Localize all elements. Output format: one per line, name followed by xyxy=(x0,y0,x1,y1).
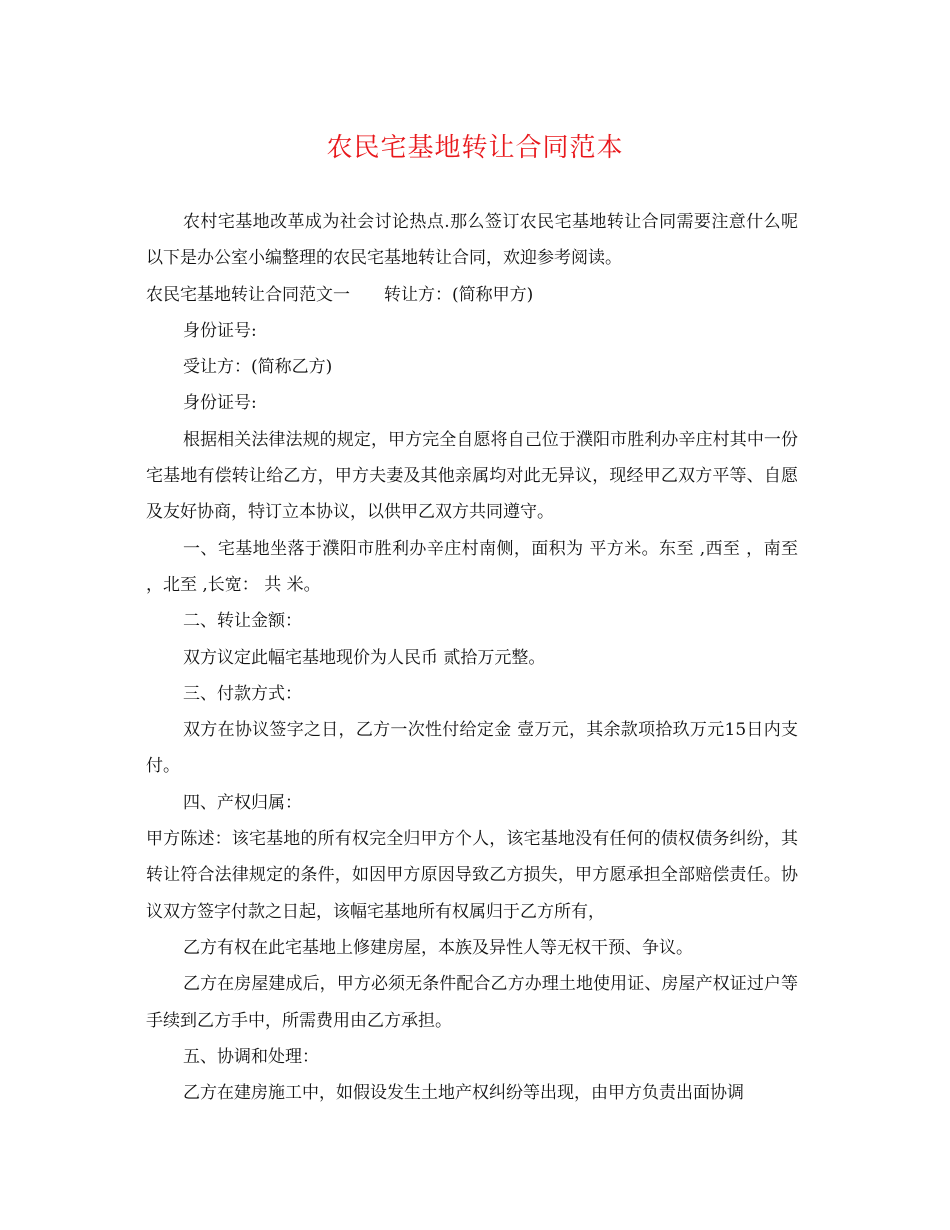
document-body xyxy=(146,204,804,1111)
paragraph: 根据相关法律法规的规定，甲方完全自愿将自己位于濮阳市胜利办辛庄村其中一份宅基地有偿转让给乙方，甲方夫妻及其他亲属均对此无异议，现经甲乙双方平等、自愿及友好协商，特订立本协议，以供甲乙双方共同遵守。 xyxy=(146,429,798,523)
paragraph: 双方在协议签字之日，乙方一次性付给定金 壹万元，其余款项拾玖万元15日内支付。 xyxy=(146,720,798,777)
paragraph: 一、宅基地坐落于濮阳市胜利办辛庄村南侧，面积为 平方米。东至 ,西至 ，南至 ，北至 ,长宽： 共 米。 xyxy=(146,538,804,595)
paragraph: 乙方有权在此宅基地上修建房屋，本族及异性人等无权干预、争议。 xyxy=(183,937,693,958)
paragraph: 二、转让金额： xyxy=(183,611,302,632)
paragraph: 乙方在房屋建成后，甲方必须无条件配合乙方办理土地使用证、房屋产权证过户等手续到乙方手中，所需费用由乙方承担。 xyxy=(146,974,798,1031)
paragraph: 农村宅基地改革成为社会讨论热点.那么签订农民宅基地转让合同需要注意什么呢以下是办公室小编整理的农民宅基地转让合同，欢迎参考阅读。 xyxy=(146,212,798,269)
paragraph: 农民宅基地转让合同范文一 转让方：(简称甲方) xyxy=(146,284,534,305)
paragraph: 身份证号: xyxy=(183,320,257,341)
paragraph: 乙方在建房施工中，如假设发生土地产权纠纷等出现，由甲方负责出面协调 xyxy=(183,1083,744,1104)
paragraph: 双方议定此幅宅基地现价为人民币 贰拾万元整。 xyxy=(183,647,546,668)
paragraph: 甲方陈述：该宅基地的所有权完全归甲方个人，该宅基地没有任何的债权债务纠纷，其转让符合法律规定的条件，如因甲方原因导致乙方损失，甲方愿承担全部赔偿责任。协议双方签字付款之日起，该幅宅基地所有权属归于乙方所有， xyxy=(146,829,798,922)
document-title: 农民宅基地转让合同范本 xyxy=(326,133,624,163)
paragraph: 受让方：(简称乙方) xyxy=(183,357,333,378)
paragraph: 身份证号: xyxy=(183,393,257,414)
paragraph: 五、协调和处理： xyxy=(183,1046,319,1067)
paragraph: 四、产权归属： xyxy=(183,792,302,813)
paragraph: 三、付款方式： xyxy=(183,683,302,704)
